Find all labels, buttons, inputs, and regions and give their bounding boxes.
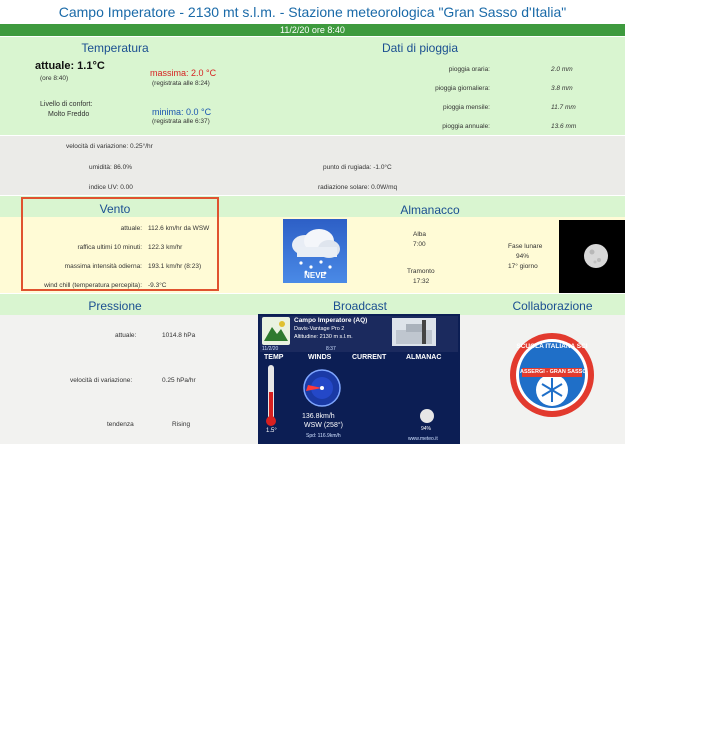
temperature-variation: velocità di variazione: 0.25°/hr [66,143,153,150]
wind-row-value: -9.3°C [148,282,167,289]
broadcast-model: Davis-Vantage Pro 2 [294,326,345,332]
sunrise-label: Alba [413,231,427,238]
logo-ribbon-text: ASSERGI - GRAN SASSO [520,369,587,375]
rain-row-label: pioggia mensile: [443,104,490,111]
moon-phase-label: Fase lunare [508,243,543,250]
max-temperature-note: (registrata alle 8:24) [152,80,210,87]
date-time-bar: 11/2/20 ore 8:40 [0,24,625,36]
sunset-label: Tramonto [407,268,435,275]
broadcast-wind-speed: 136.8km/h [302,413,335,420]
rain-row-value: 11.7 mm [551,104,576,111]
wind-row-value: 122.3 km/hr [148,244,183,251]
col-almanac-header: ALMANAC [406,354,442,361]
broadcast-wind-direction: WSW (258°) [304,422,343,429]
broadcast-altitude: Altitudine: 2130 m s.l.m. [294,334,353,340]
broadcast-almanac-label: Sunrise [670,679,686,684]
almanacco-header: Almanacco [400,203,460,217]
sunrise-time: 7:00 [413,241,426,248]
moon-icon [559,220,625,293]
broadcast-almanac-value: 19:43 [689,694,701,700]
broadcast-temperature: 1.5° [266,428,277,434]
broadcast-almanac-label: Moonset [668,702,686,708]
broadcast-almanac-value: 17 [689,710,695,716]
pressure-rate-label: velocità di variazione: [70,377,133,384]
broadcast-current-label: Yearly [621,733,634,739]
wind-row-value: 193.1 km/hr (8:23) [148,263,202,270]
wind-compass [302,368,342,408]
mountain-logo-icon [262,317,290,345]
broadcast-current-value: -1.0°C [637,686,651,692]
current-temperature-time: (ore 8:40) [40,75,69,82]
sunset-time: 17:32 [413,278,430,285]
vento-header: Vento [99,202,131,216]
moon-percent: 94% [516,253,530,260]
comfort-label: Livello di confort: [40,101,93,108]
broadcast-station: Campo Imperatore (AQ) [294,317,368,324]
broadcast-current-value: -9.3°C [637,694,651,700]
broadcast-almanac-value: 7:00 [689,679,698,684]
moon-day: 17° giorno [508,263,538,270]
broadcast-current-label: Rain Rate [613,718,634,723]
pioggia-header: Dati di pioggia [381,41,459,55]
observatory-photo [392,318,436,346]
broadcast-current-value: 1014.8hPa [637,702,660,708]
broadcast-current-label: Rain Today [611,710,634,716]
broadcast-current-value: 3.8mm [637,710,652,716]
col-temp-header: TEMP [264,354,284,361]
snow-weather-icon [283,219,347,283]
pressure-current-value: 1014.8 hPa [162,332,196,339]
broadcast-almanac-value: 17:32 [689,686,701,692]
pressure-trend-value: Rising [172,421,191,428]
pressione-header: Pressione [88,299,142,313]
pressure-current-label: attuale: [115,332,137,339]
page-title: Campo Imperatore - 2130 mt s.l.m. - Stazione meteorologica "Gran Sasso d'Italia" [0,0,625,24]
rain-row-label: pioggia oraria: [448,66,490,73]
broadcast-current-value: 11.7mm [637,725,654,731]
station-logo [262,317,290,345]
broadcast-date: 11/2/20 [262,346,279,352]
wind-row-label: attuale: [120,225,142,232]
collaborazione-header: Collaborazione [512,299,593,313]
rain-row-label: pioggia annuale: [442,123,490,130]
pressure-rate-value: 0.25 hPa/hr [162,377,196,384]
rain-row-label: pioggia giornaliera: [435,85,490,92]
rain-row-value: 3.8 mm [551,85,573,92]
broadcast-current-value: 2.0mm [637,718,652,723]
wind-row-value: 112.6 km/hr da WSW [148,225,210,232]
broadcast-footer-url[interactable]: www.meteo.it [408,436,438,442]
broadcast-almanac-label: Sunset [671,686,686,692]
max-temperature: massima: 2.0 °C [150,68,217,78]
min-temperature: minima: 0.0 °C [152,107,212,117]
humidity: umidità: 86.0% [89,164,132,171]
broadcast-moon-percent: 94% [421,426,432,432]
logo-top-text: SCUOLA ITALIANA SCI [516,343,588,350]
thermometer-bulb [266,416,276,426]
uv-index: indice UV: 0.00 [89,184,133,191]
thermometer-fill [269,392,273,419]
rain-row-value: 2.0 mm [551,66,573,73]
wind-row-label: raffica ultimi 10 minuti: [77,244,142,251]
wind-row-label: wind chill (temperatura percepita): [44,282,142,289]
dew-point: punto di rugiada: -1.0°C [323,164,392,171]
broadcast-header: Broadcast [332,299,388,313]
weather-label: NEVE [304,271,326,280]
broadcast-current-label: Dew Point [613,686,634,692]
broadcast-current-label: Wind Chill [613,694,634,700]
col-current-header: CURRENT [352,354,387,361]
ski-school-logo[interactable] [508,330,596,420]
broadcast-almanac-label: Moonrise [667,694,686,700]
broadcast-current-value: 84.0% [637,679,651,684]
broadcast-almanac-label: Moon Day [665,710,686,716]
comfort-value: Molto Freddo [48,111,90,118]
temperatura-header: Temperatura [81,41,149,55]
col-winds-header: WINDS [308,354,332,361]
broadcast-current-label: Humidity [616,679,634,684]
broadcast-current-label: Monthly [617,725,634,731]
rain-row-value: 13.6 mm [551,123,577,130]
broadcast-time: 8:37 [326,346,336,352]
broadcast-wind-footer: Spd: 116.9km/h [306,433,341,439]
broadcast-current-value: 13.6mm [637,733,654,739]
building-icon [392,318,436,346]
broadcast-current-label: Barom [620,702,634,708]
moon-phase-image [559,220,625,293]
broadcast-almanac-value: 8:08 [689,702,698,708]
broadcast-moon-icon [420,409,434,423]
compass-icon [302,368,342,408]
wind-highlight-box [21,197,219,291]
pressure-trend-label: tendenza [107,421,134,428]
current-temperature: attuale: 1.1°C [35,60,105,72]
solar-radiation: radiazione solare: 0.0W/mq [318,184,398,191]
wind-row-label: massima intensità odierna: [64,263,142,270]
min-temperature-note: (registrata alle 6:37) [152,118,210,125]
